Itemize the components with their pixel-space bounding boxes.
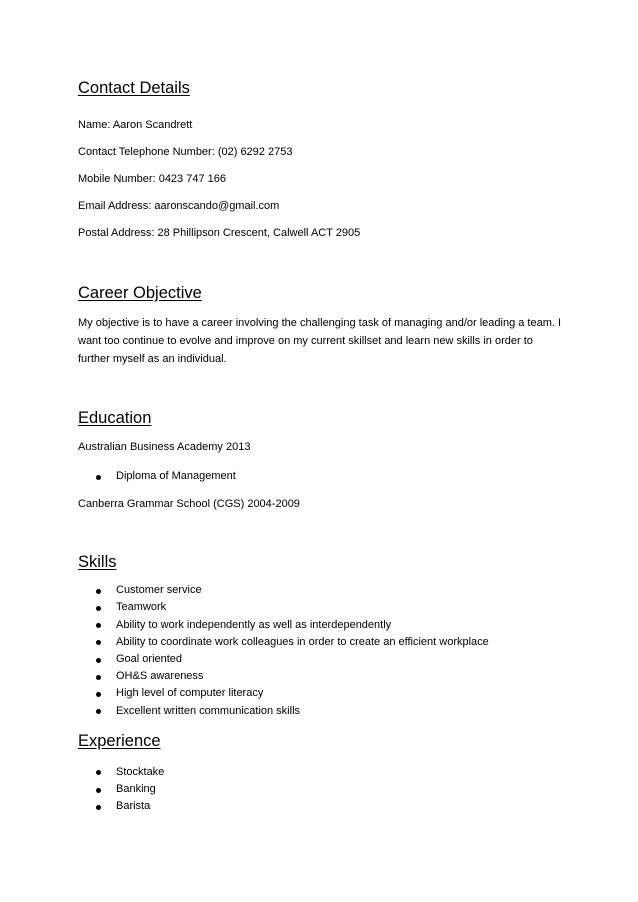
bullet-icon (96, 475, 101, 480)
contact-name: Name: Aaron Scandrett (78, 119, 193, 131)
bullet-icon (96, 658, 101, 663)
education-heading: Education (78, 409, 152, 427)
list-item-label: Teamwork (116, 601, 167, 614)
contact-mobile: Mobile Number: 0423 747 166 (78, 173, 226, 185)
experience-list (78, 764, 578, 816)
contact-postal: Postal Address: 28 Phillipson Crescent, Calwell ACT 2905 (78, 227, 361, 239)
list-item (78, 634, 578, 651)
list-item (78, 582, 578, 599)
career-objective-heading: Career Objective (78, 284, 202, 302)
list-item (78, 781, 578, 798)
bullet-icon (96, 788, 101, 793)
bullet-icon (96, 606, 101, 611)
list-item-label: Diploma of Management (116, 470, 236, 482)
list-item (78, 764, 578, 781)
experience-heading: Experience (78, 731, 161, 750)
list-item-label: Goal oriented (116, 653, 183, 666)
list-item-label: Ability to work independently as well as interdependently (116, 618, 392, 631)
contact-telephone: Contact Telephone Number: (02) 6292 2753 (78, 146, 293, 158)
contact-email: Email Address: aaronscando@gmail.com (78, 200, 280, 212)
list-item (78, 685, 578, 702)
list-item-label: OH&S awareness (116, 670, 204, 683)
objective-line-2: want too continue to evolve and improve on my current skillset and learn new skills in order to (78, 335, 533, 347)
list-item (78, 617, 578, 634)
skills-heading: Skills (78, 553, 117, 572)
list-item (78, 798, 578, 815)
list-item-label: Ability to coordinate work colleagues in order to create an efficient workplace (116, 635, 489, 648)
contact-details-heading: Contact Details (78, 79, 190, 97)
bullet-icon (96, 623, 101, 628)
objective-line-3: further myself as an individual. (78, 353, 227, 365)
education-entry-1-list (78, 468, 578, 485)
bullet-icon (96, 640, 101, 645)
list-item (78, 651, 578, 668)
bullet-icon (96, 675, 101, 680)
objective-line-1: My objective is to have a career involving the challenging task of managing and/or leading a team. I (78, 317, 562, 329)
list-item-label: Barista (116, 800, 151, 813)
bullet-icon (96, 589, 101, 594)
skills-list (78, 582, 578, 720)
list-item (78, 468, 578, 485)
bullet-icon (96, 770, 101, 775)
list-item-label: High level of computer literacy (116, 687, 264, 700)
list-item (78, 668, 578, 685)
bullet-icon (96, 692, 101, 697)
education-entry-1: Australian Business Academy 2013 (78, 441, 251, 453)
career-objective-paragraph (78, 314, 578, 368)
education-entry-2: Canberra Grammar School (CGS) 2004-2009 (78, 498, 300, 511)
bullet-icon (96, 709, 101, 714)
list-item-label: Customer service (116, 584, 202, 597)
list-item-label: Banking (116, 783, 156, 796)
resume-content (78, 78, 578, 815)
list-item (78, 599, 578, 616)
list-item (78, 703, 578, 720)
list-item-label: Excellent written communication skills (116, 704, 301, 717)
bullet-icon (96, 805, 101, 810)
list-item-label: Stocktake (116, 765, 165, 778)
